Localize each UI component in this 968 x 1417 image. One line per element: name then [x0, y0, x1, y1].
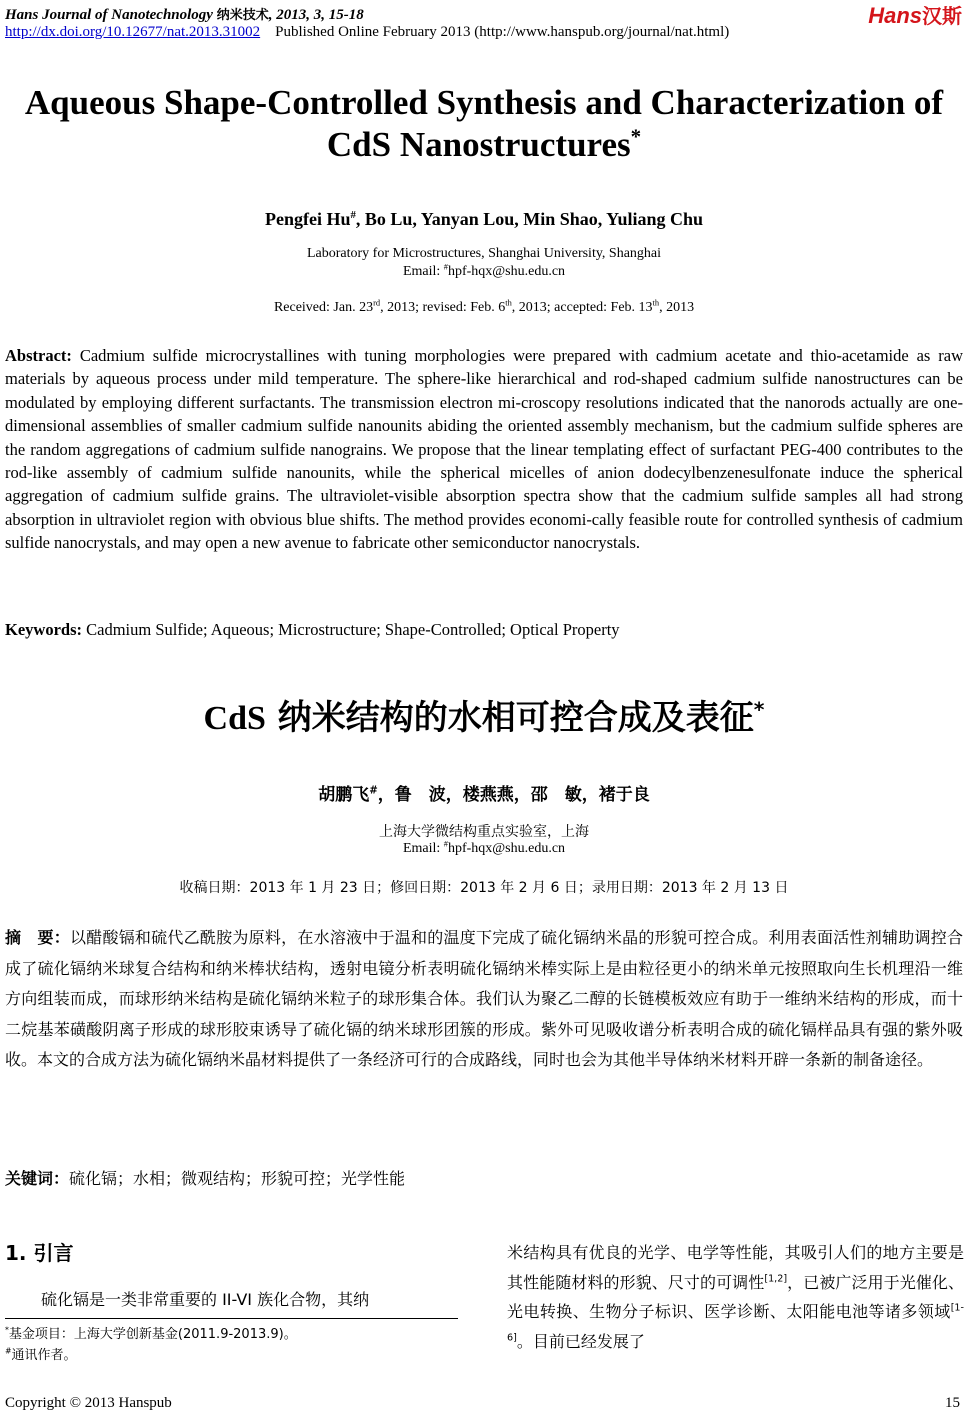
abstract-label: Abstract: — [5, 346, 72, 365]
publisher-logo — [868, 0, 962, 29]
page-number: 15 — [945, 1395, 960, 1411]
abstract-text: Cadmium sulfide microcrystallines with tuning morphologies were prepared with cadmium acetate and thio-acetamide as raw materials by aqueous process under mild temperature. The sphere-like hierarchical and rod-shaped cadmium sulfide nanostructures can be modulated by employing different surfactants. The transmission electron mi-croscopy resolutions indicated that the nanorods actually are one-dimensional assemblies of smaller cadmium sulfide nanounits abiding the oriented assembly mechanism, but the cadmium sulfide spheres are the random aggregations of cadmium sulfide nanograins. We propose that the linear templating effect of surfactant PEG-400 contributes to the rod-like assembly of cadmium sulfide nanounits, while the spherical micelles of anion dodecylbenzenesulfonate induce the spherical aggregation of cadmium sulfide grains. The ultraviolet-visible absorption spectra show that the cadmium sulfide samples all had strong absorption in ultraviolet region with obvious blue shifts. The method provides economi-cally feasible route for controlled synthesis of cadmium sulfide nanocrystals, and may open a new avenue to fabricate other semiconductor nanocrystals. — [5, 346, 963, 553]
journal-name-cn: 纳米技术 — [216, 8, 269, 23]
abstract-en — [5, 344, 963, 555]
keywords-cn: 关键词：硫化镉；水相；微观结构；形貌可控；光学性能 — [5, 1169, 406, 1188]
authors-en: Pengfei Hu#, Bo Lu, Yanyan Lou, Min Shao, Yuliang Chu — [264, 209, 704, 229]
citation[interactable]: [1-6] — [507, 1303, 964, 1344]
keywords-en: Keywords: Cadmium Sulfide; Aqueous; Microstructure; Shape-Controlled; Optical Property — [5, 620, 620, 639]
publisher-logo-text: Hans — [868, 3, 922, 28]
abstract-cn — [5, 923, 963, 1076]
intro-left-paragraph: 硫化镉是一类非常重要的 II-VI 族化合物，其纳 — [41, 1290, 370, 1309]
header-doi-line — [5, 24, 729, 41]
abstract-label-cn: 摘 要： — [5, 928, 70, 947]
email-en: Email: #hpf-hqx@shu.edu.cn — [402, 262, 566, 279]
published-online: Published Online February 2013 (http://www.hanspub.org/journal/nat.html) — [275, 24, 730, 40]
title-line-2: CdS Nanostructures* — [326, 124, 642, 164]
publisher-logo-cn: 汉斯 — [922, 4, 962, 28]
paper-title-en — [0, 82, 968, 166]
intro-right-paragraph: 米结构具有优良的光学、电学等性能，其吸引人们的地方主要是其性能随材料的形貌、尺寸的可调性[1,2]，已被广泛用于光催化、光电转换、生物分子标识、医学诊断、太阳能电池等诸多领域[1-6]。目前已经发展了 — [507, 1243, 964, 1352]
abstract-text-cn: 以醋酸镉和硫代乙酰胺为原料，在水溶液中于温和的温度下完成了硫化镉纳米晶的形貌可控合成。利用表面活性剂辅助调控合成了硫化镉纳米球复合结构和纳米棒状结构，透射电镜分析表明硫化镉纳米棒实际上是由粒径更小的纳米单元按照取向生长机理沿一维方向组装而成，而球形纳米结构是硫化镉纳米粒子的球形集合体。我们认为聚乙二醇的长链模板效应有助于一维纳米结构的形成，而十二烷基苯磺酸阴离子形成的球形胶束诱导了硫化镉的纳米球形团簇的形成。紫外可见吸收谱分析表明合成的硫化镉样品具有强的紫外吸收。本文的合成方法为硫化镉纳米晶材料提供了一条经济可行的合成路线，同时也会为其他半导体纳米材料开辟一条新的制备途径。 — [5, 928, 963, 1069]
affiliation-cn: 上海大学微结构重点实验室，上海 — [379, 824, 589, 840]
affiliation-en: Laboratory for Microstructures, Shanghai University, Shanghai — [306, 246, 662, 261]
email-address-cn[interactable]: hpf-hqx@shu.edu.cn — [447, 841, 566, 856]
paper-title-cn: CdS 纳米结构的水相可控合成及表征* — [203, 697, 765, 738]
dates-cn: 收稿日期：2013 年 1 月 23 日；修回日期：2013 年 2 月 6 日；录用日期：2013 年 2 月 13 日 — [179, 880, 789, 896]
authors-cn: 胡鹏飞#，鲁 波，楼燕燕，邵 敏，褚于良 — [318, 785, 650, 805]
email-cn: Email: #hpf-hqx@shu.edu.cn — [402, 839, 566, 856]
journal-header — [5, 4, 364, 24]
citation[interactable]: [1,2] — [764, 1273, 788, 1285]
footnote-divider — [5, 1318, 458, 1319]
footnote-corresponding: #通讯作者。 — [5, 1346, 77, 1363]
doi-link[interactable]: http://dx.doi.org/10.12677/nat.2013.31002 — [5, 24, 261, 40]
section-heading: 1. 引言 — [5, 1241, 74, 1265]
copyright: Copyright © 2013 Hanspub — [5, 1395, 172, 1411]
title-line-1: Aqueous Shape-Controlled Synthesis and Characterization of — [24, 83, 944, 122]
email-address[interactable]: hpf-hqx@shu.edu.cn — [447, 264, 566, 279]
footnote-funding: *基金项目：上海大学创新基金(2011.9-2013.9)。 — [5, 1325, 297, 1342]
volume-info: , 2013, 3, 15-18 — [268, 7, 364, 23]
journal-name: Hans Journal of Nanotechnology — [5, 7, 213, 23]
dates-en: Received: Jan. 23rd, 2013; revised: Feb. 6th, 2013; accepted: Feb. 13th, 2013 — [273, 298, 695, 315]
